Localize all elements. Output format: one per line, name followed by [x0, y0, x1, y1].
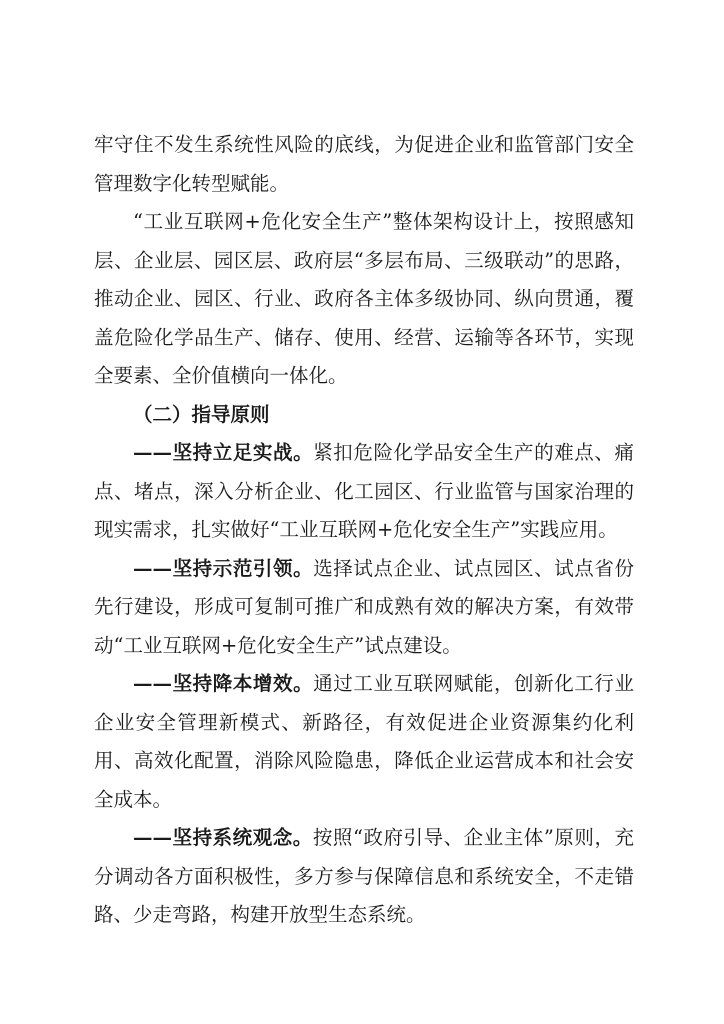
principle-lead: ——坚持示范引领。	[133, 556, 314, 580]
paragraph-architecture: “工业互联网+危化安全生产”整体架构设计上，按照感知层、企业层、园区层、政府层“多层布局、三级联动”的思路，推动企业、园区、行业、政府各主体多级协同、纵向贯通，覆盖危险化学品生产、储存、使用、经营、运输等各环节，实现全要素、全价值横向一体化。	[94, 210, 634, 387]
principle-lead: ——坚持立足实战。	[133, 441, 314, 464]
principle-text: 紧扣危险化学品安全生产的难点、痛点、堵点，深入分析企业、化工园区、行业监管与国家治理的现实需求，扎实做好“工业互联网+危化安全生产”实践应用。	[94, 441, 634, 541]
section-heading: （二）指导原则	[133, 402, 270, 426]
principle-text: 选择试点企业、试点园区、试点省份先行建设，形成可复制可推广和成熟有效的解决方案，有效带动“工业互联网+危化安全生产”试点建设。	[94, 556, 634, 657]
principle-text: 通过工业互联网赋能，创新化工行业企业安全管理新模式、新路径，有效促进企业资源集约化利用、高效化配置，消除风险隐患，降低企业运营成本和社会安全成本。	[94, 672, 634, 811]
paragraph-continuation: 牢守住不发生系统性风险的底线，为促进企业和监管部门安全管理数字化转型赋能。	[94, 133, 634, 195]
principle-lead: ——坚持系统观念。	[133, 826, 313, 849]
principle-lead: ——坚持降本增效。	[133, 672, 314, 695]
principle-paragraph	[94, 434, 634, 550]
document-body	[94, 126, 634, 935]
principle-paragraph	[94, 665, 634, 819]
principle-paragraph	[94, 550, 634, 666]
principle-text: 按照“政府引导、企业主体”原则，充分调动各方面积极性，多方参与保障信息和系统安全，不走错路、少走弯路，构建开放型生态系统。	[94, 826, 634, 926]
principle-paragraph	[94, 819, 634, 935]
